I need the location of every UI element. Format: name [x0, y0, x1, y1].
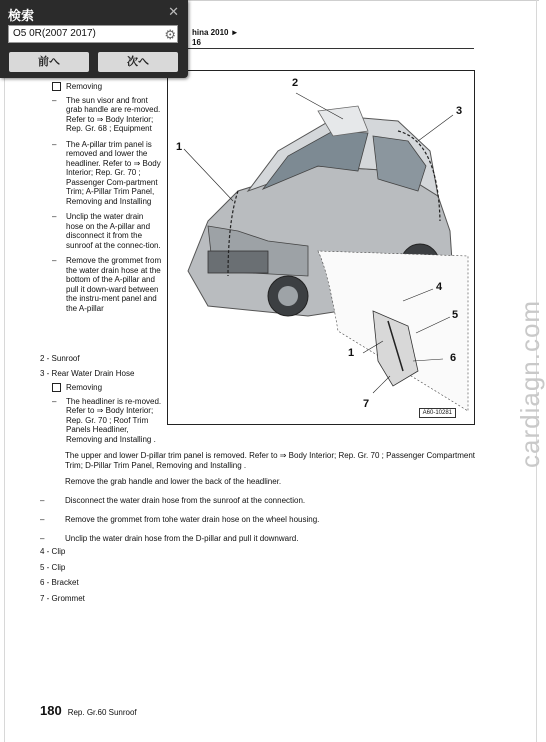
- illustration-figure: [167, 70, 475, 425]
- list-item: [40, 534, 476, 544]
- callout-1-detail: 1: [348, 347, 355, 359]
- dash-bullet: –: [52, 95, 57, 105]
- list-item-text: The sun visor and front grab handle are re-moved. Refer to ⇒ Body Interior; Rep. Gr. 68 ; Equipment: [66, 95, 161, 133]
- callout-4: 4: [436, 281, 443, 293]
- list-item: [40, 451, 476, 471]
- list-item: [40, 496, 476, 506]
- dash-bullet: –: [52, 256, 57, 265]
- list-item-text: The upper and lower D-pillar trim panel is removed. Refer to ⇒ Body Interior; Rep. Gr. 70 ; Passenger Compartment Trim; D-Pillar Trim Panel, Removing and Installing .: [65, 451, 475, 470]
- list-item-text: Unclip the water drain hose from the D-pillar and pull it downward.: [65, 534, 299, 543]
- removing-label: Removing: [66, 383, 103, 392]
- next-button[interactable]: 次へ: [98, 52, 178, 72]
- prev-button[interactable]: 前へ: [9, 52, 89, 72]
- figure-id: A60-10281: [419, 408, 456, 418]
- item-7-grommet: 7 - Grommet: [40, 594, 85, 603]
- breadcrumb-line-2: 16: [192, 38, 201, 47]
- list-item: [52, 96, 162, 134]
- list-item-text: The headliner is re-moved. Refer to ⇒ Body Interior; Rep. Gr. 70 ; Roof Trim Panels Headliner, Removing and Installing .: [66, 396, 162, 444]
- item3-section: [52, 383, 164, 444]
- item-2-sunroof: 2 - Sunroof: [40, 354, 80, 363]
- item-6-bracket: 6 - Bracket: [40, 578, 79, 587]
- removing-heading: [52, 383, 164, 393]
- item-3-rear-drain-hose: 3 - Rear Water Drain Hose: [40, 369, 135, 378]
- list-item: [52, 397, 164, 445]
- item1-section: [52, 82, 162, 313]
- list-item-text: Remove the grommet from the water drain hose at the bottom of the A-pillar and pull it down-ward between the instru-ment panel and the A-pillar: [66, 256, 162, 313]
- close-icon[interactable]: ✕: [168, 4, 179, 19]
- gear-icon[interactable]: ⚙: [164, 27, 176, 42]
- removing-heading: [52, 82, 162, 92]
- page-number: 180: [40, 703, 62, 718]
- callout-1: 1: [176, 141, 183, 153]
- list-item: [40, 477, 476, 487]
- list-item-text: Disconnect the water drain hose from the sunroof at the connection.: [65, 496, 306, 505]
- list-item-text: Unclip the water drain hose on the A-pillar and disconnect it from the sunroof at the connec-tion.: [66, 212, 161, 250]
- list-item: [52, 256, 162, 313]
- search-title: 検索: [8, 8, 35, 23]
- list-item-text: Remove the grommet from tohe water drain hose on the wheel housing.: [65, 515, 320, 524]
- checkbox-icon: [52, 82, 61, 91]
- item-4-clip: 4 - Clip: [40, 547, 66, 556]
- side-watermark: cardiagn.com: [515, 299, 545, 468]
- list-item-text: The A-pillar trim panel is removed and lower the headliner. Refer to ⇒ Body Interior; Rep. Gr. 70 ; Passenger Com-partment Trim; A-Pillar Trim Panel, Removing and Installing: [66, 139, 161, 206]
- page-left-border: [4, 0, 5, 742]
- car-illustration: [168, 71, 474, 424]
- footer-text: Rep. Gr.60 Sunroof: [67, 708, 137, 717]
- callout-2: 2: [292, 77, 299, 89]
- list-item-text: Remove the grab handle and lower the back of the headliner.: [65, 477, 282, 486]
- list-item: [52, 212, 162, 250]
- breadcrumb-line-1: hina 2010 ►: [192, 28, 239, 37]
- dash-bullet: –: [40, 515, 45, 524]
- callout-5: 5: [452, 309, 459, 321]
- breadcrumb: [192, 28, 239, 48]
- list-item: [40, 515, 476, 525]
- checkbox-icon: [52, 383, 61, 392]
- dash-bullet: –: [52, 212, 57, 221]
- page-footer: [40, 703, 137, 718]
- removing-label: Removing: [66, 82, 103, 91]
- callout-3: 3: [456, 105, 463, 117]
- dash-bullet: –: [40, 534, 45, 543]
- item3-continued: [40, 451, 476, 544]
- search-input[interactable]: [8, 25, 178, 43]
- callout-7: 7: [363, 398, 370, 410]
- callout-6: 6: [450, 352, 457, 364]
- search-panel: [0, 0, 188, 78]
- dash-bullet: –: [40, 496, 45, 505]
- dash-bullet: –: [52, 396, 57, 406]
- item-5-clip: 5 - Clip: [40, 563, 66, 572]
- list-item: [52, 140, 162, 207]
- dash-bullet: –: [52, 139, 57, 149]
